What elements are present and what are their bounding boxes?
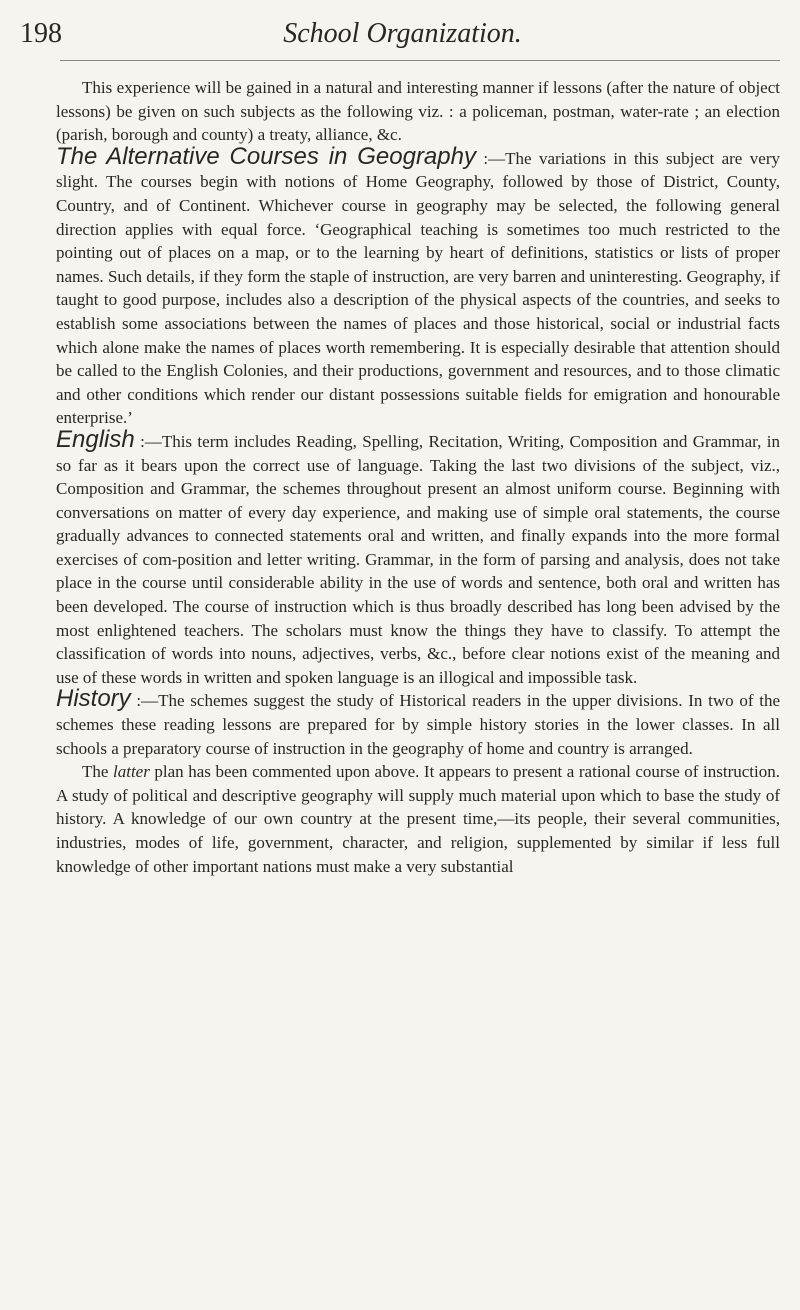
latter-pre: The (82, 762, 109, 782)
geography-separator: :— (475, 148, 506, 168)
geography-heading: The Alternative Courses in Geography (56, 142, 476, 170)
latter-post: plan has been commented upon above. It appears to present a rational course of instruction. A study of political and descriptive geography will supply much material upon which to base the study of history. A knowledge of our own country at the present time,—its people, their several communities, industries, modes of life, government, character, and religion, supplemented by similar if less full knowledge of other important nations must make a very substantial (56, 762, 780, 876)
paragraph-english (56, 425, 780, 690)
english-separator: :— (134, 431, 162, 451)
body-text (56, 76, 780, 878)
paragraph-history (56, 685, 780, 760)
english-text: This term includes Reading, Spelling, Recitation, Writing, Composition and Grammar, in so far as it bears upon the correct use of language. Taking the last two divisions of the subject, viz., Composition and Grammar, the schemes throughout present an almost uniform course. Beginning with conversations on matter of every day experience, and making use of simple oral statements, the course gradually advances to connected statements oral and written, and finally expands into the more formal exercises of com-position and letter writing. Grammar, in the form of parsing and analysis, does not take place in the course until considerable ability in the use of words and sentence, both oral and written has been developed. The course of instruction which is thus broadly described has long been advised by the most enlightened teachers. The scholars must know the things they have to classify. To attempt the classification of words into nouns, adjectives, verbs, &c., before clear notions exist of the meaning and use of these words in written and spoken language is an illogical and impossible task. (56, 431, 780, 687)
paragraph-latter (56, 760, 780, 878)
paragraph-geography (56, 142, 780, 430)
latter-italic: latter (113, 762, 150, 782)
page-number: 198 (20, 18, 62, 49)
page-header (20, 14, 785, 54)
history-separator: :— (130, 691, 159, 711)
geography-text: The variations in this subject are very slight. The courses begin with notions of Home Geography, followed by those of District, County, Country, and of Continent. Whichever course in geography may be selected, the following general direction applies with equal force. ‘Geographical teaching is sometimes too much restricted to the pointing out of places on a map, or to the learning by heart of definitions, statistics or lists of proper names. Such details, if they form the staple of instruction, are very barren and uninteresting. Geography, if taught to good purpose, includes also a description of the physical aspects of the countries, and seeks to establish some associations between the names of places and those historical, social or industrial facts which alone make the names of places worth remembering. It is especially desirable that attention should be called to the English Colonies, and their productions, government and resources, and to those climatic and other conditions which render our distant possessions suitable fields for emigration and honourable enterprise.’ (56, 148, 780, 428)
english-heading: English (56, 425, 135, 453)
running-title: School Organization. (283, 18, 522, 49)
history-text: The schemes suggest the study of Historical readers in the upper divisions. In two of the schemes these reading lessons are prepared for by simple history stories in the lower classes. In all schools a preparatory course of instruction in the geography of home and country is arranged. (56, 691, 780, 758)
paragraph-intro: This experience will be gained in a natural and interesting manner if lessons (after the nature of object lessons) be given on such subjects as the following viz. : a policeman, postman, water-rate ; an election (parish, borough and county) a treaty, alliance, &c. (56, 78, 780, 145)
history-heading: History (56, 685, 131, 713)
header-rule (60, 60, 780, 61)
